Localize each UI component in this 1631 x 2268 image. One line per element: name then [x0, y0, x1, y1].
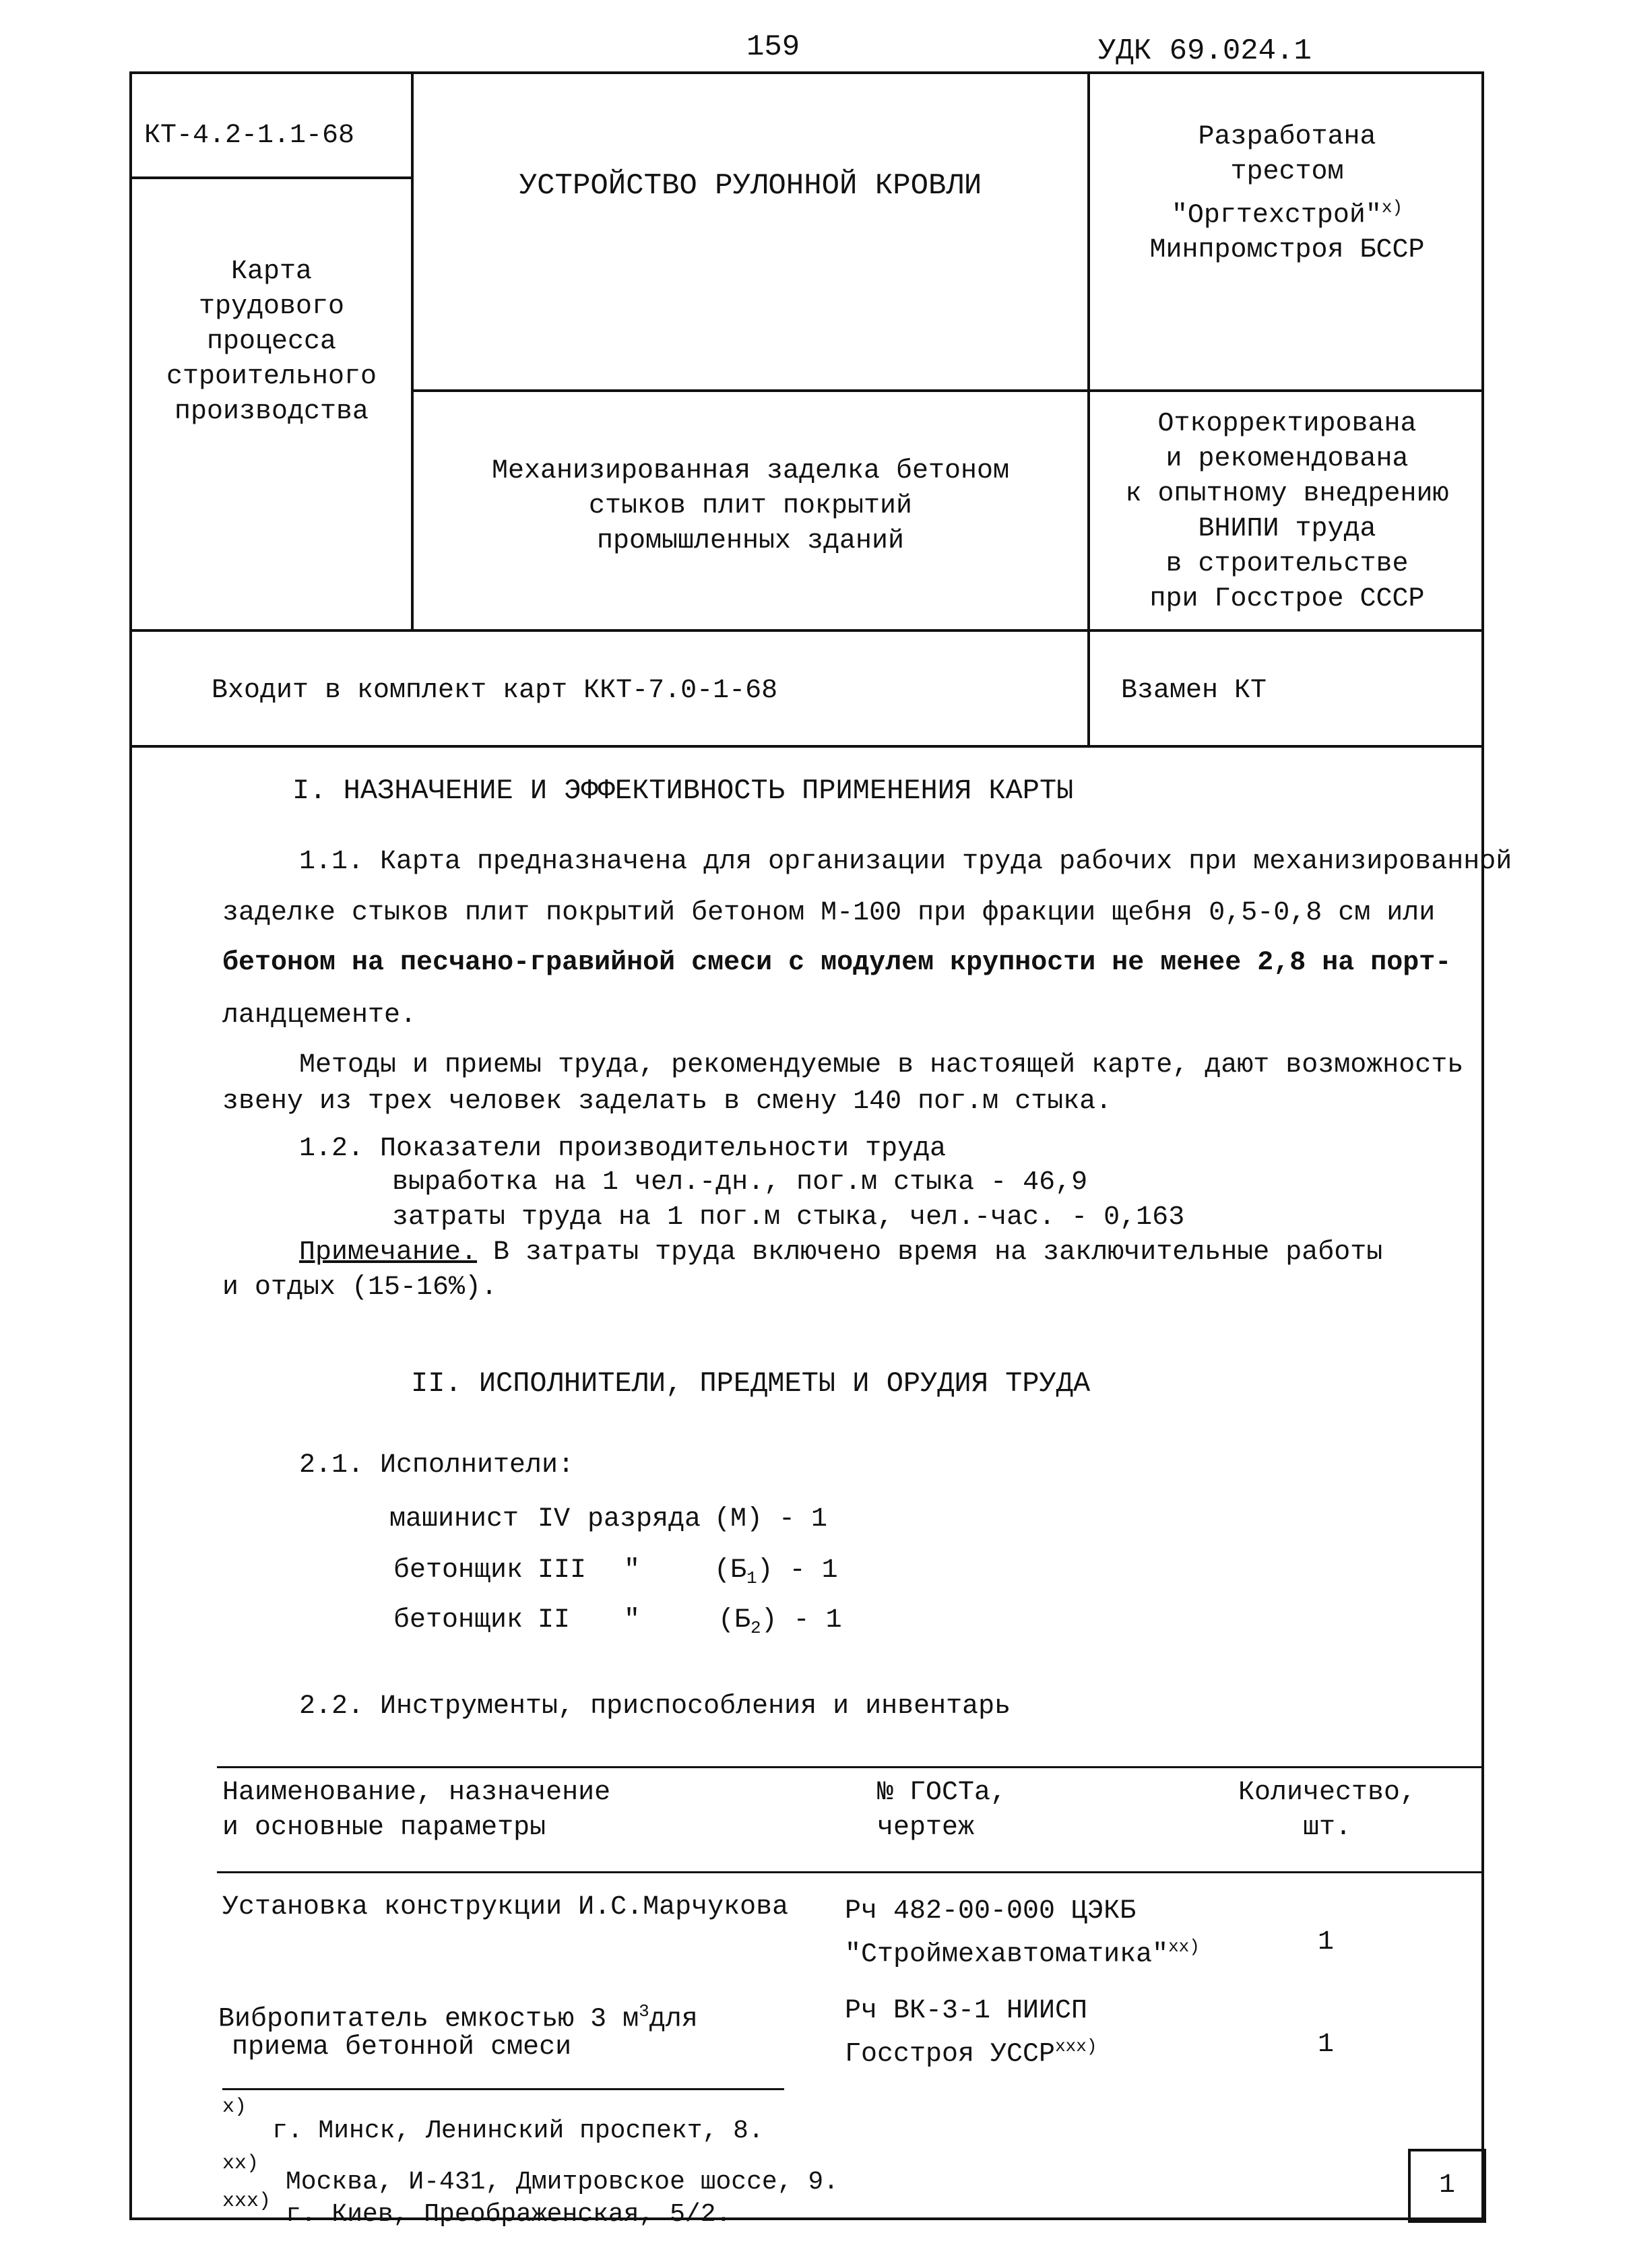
corrected-by	[1090, 407, 1484, 617]
corrected-line: к опытному внедрению	[1125, 479, 1449, 509]
performer-word: "	[624, 1605, 641, 1635]
performer-sub: 1	[746, 1568, 757, 1588]
table-cell-line	[845, 1929, 1200, 1972]
paragraph-line: заделке стыков плит покрытий бетоном М-100 при фракции щебня 0,5-0,8 см или	[222, 898, 1436, 928]
unit-power: 3	[639, 2001, 649, 2021]
header-line-bottom	[129, 629, 1484, 632]
table-header-line: Наименование, назначение	[222, 1778, 611, 1808]
performer-grade: IV	[538, 1504, 571, 1534]
table-row-1-qty: 1	[1318, 1927, 1335, 1957]
table-row-2-name-line2: приема бетонной смеси	[232, 2032, 572, 2063]
performer-tail: ) - 1	[757, 1555, 838, 1586]
performer-code-text: (Б	[714, 1555, 747, 1586]
performer-word: "	[624, 1555, 641, 1586]
performer-code	[718, 1603, 842, 1646]
indicator-item: выработка на 1 чел.-дн., пог.м стыка - 46,9	[392, 1167, 1088, 1198]
performer-word: разряда	[587, 1504, 701, 1534]
header-line-code	[129, 176, 412, 179]
section1-title: I. НАЗНАЧЕНИЕ И ЭФФЕКТИВНОСТЬ ПРИМЕНЕНИЯ КАРТЫ	[292, 775, 1074, 807]
table-cell-line: Рч 482-00-000 ЦЭКБ	[845, 1896, 1137, 1926]
performer-role: машинист	[389, 1504, 519, 1534]
footnote-mark: x)	[1381, 197, 1403, 218]
card-type-line: трудового	[198, 292, 345, 322]
indicators-title: 1.2. Показатели производительности труда	[299, 1134, 947, 1164]
header-line-mid	[412, 389, 1484, 392]
corrected-line: ВНИПИ труда	[1198, 514, 1376, 544]
paragraph-line: 1.1. Карта предназначена для организации труда рабочих при механизированной	[299, 847, 1512, 877]
corrected-line: в строительстве	[1165, 549, 1409, 579]
table-cell-text: Вибропитатель емкостью 3 м	[218, 2004, 639, 2035]
table-header-line: и основные параметры	[222, 1813, 546, 1843]
subtitle-line: Механизированная заделка бетоном	[491, 456, 1010, 486]
performer-sub: 2	[750, 1618, 761, 1638]
note-text: В затраты труда включено время на заключительные работы	[477, 1237, 1383, 1268]
table-row-1-gost	[845, 1894, 1200, 1972]
paragraph-line: ландцементе.	[222, 1000, 417, 1031]
card-type	[132, 255, 411, 430]
note	[299, 1235, 1382, 1270]
udk-code: УДК 69.024.1	[1098, 34, 1312, 68]
subtitle	[414, 454, 1087, 559]
table-header-line: чертеж	[877, 1813, 975, 1843]
table-cell-line: Рч ВК-3-1 НИИСП	[845, 1996, 1088, 2026]
indicator-item: затраты труда на 1 пог.м стыка, чел.-час. - 0,163	[392, 1202, 1185, 1233]
table-header-line: шт.	[1302, 1813, 1351, 1843]
corrected-line: при Госстрое СССР	[1149, 584, 1425, 614]
card-type-line: процесса	[206, 327, 337, 357]
developed-line: Разработана	[1198, 122, 1376, 152]
table-row-1-name: Установка конструкции И.С.Марчукова	[222, 1892, 789, 1922]
table-top-rule	[217, 1766, 1483, 1768]
footnote-rule	[222, 2088, 784, 2090]
header-line-set	[129, 745, 1484, 748]
table-cell-text: Госстроя УССР	[845, 2039, 1056, 2070]
sheet-number: 1	[1408, 2149, 1486, 2223]
footnote-text: г. Минск, Ленинский проспект, 8.	[272, 2116, 764, 2145]
corrected-line: и рекомендована	[1165, 444, 1409, 474]
table-cell-line	[845, 2029, 1097, 2072]
developed-line: трестом	[1230, 157, 1344, 187]
main-title: УСТРОЙСТВО РУЛОННОЙ КРОВЛИ	[519, 169, 982, 203]
section2-title: II. ИСПОЛНИТЕЛИ, ПРЕДМЕТЫ И ОРУДИЯ ТРУДА	[411, 1367, 1091, 1400]
corrected-line: Откорректирована	[1157, 409, 1417, 439]
table-header-gost	[877, 1776, 1006, 1846]
footnote-text: г. Киев, Преображенская, 5/2.	[286, 2200, 732, 2229]
paragraph-line: Методы и приемы труда, рекомендуемые в настоящей карте, дают возможность	[299, 1050, 1464, 1080]
tools-title: 2.2. Инструменты, приспособления и инвентарь	[299, 1691, 1011, 1722]
performer-code: (М) - 1	[714, 1504, 828, 1534]
footnote-mark: xx)	[222, 2152, 259, 2175]
table-header-rule	[217, 1871, 1483, 1873]
table-header-line: Количество,	[1238, 1778, 1417, 1808]
page-number: 159	[746, 30, 800, 64]
performer-role: бетонщик	[393, 1605, 523, 1635]
performer-code-text: (Б	[718, 1605, 751, 1635]
note-label: Примечание.	[299, 1237, 478, 1268]
developed-by	[1090, 120, 1484, 268]
footnote-mark: xxx)	[1055, 2036, 1097, 2056]
footnote-mark: x)	[222, 2096, 247, 2118]
performer-role: бетонщик	[393, 1555, 523, 1586]
table-cell-text: для	[649, 2004, 698, 2035]
paragraph-line: бетоном на песчано-гравийной смеси с модулем крупности не менее 2,8 на порт-	[222, 948, 1452, 978]
performer-tail: ) - 1	[761, 1605, 842, 1635]
subtitle-line: промышленных зданий	[596, 526, 905, 556]
card-type-line: производства	[174, 397, 369, 427]
subtitle-line: стыков плит покрытий	[588, 491, 913, 521]
developed-line	[1090, 190, 1484, 233]
footnote-mark: xxx)	[222, 2190, 271, 2213]
footnote-mark: xx)	[1168, 1937, 1200, 1957]
note-line: и отдых (15-16%).	[222, 1272, 498, 1303]
performer-code	[714, 1553, 838, 1596]
table-row-2-gost	[845, 1994, 1097, 2072]
table-cell-text: "Строймехавтоматика"	[845, 1939, 1169, 1970]
card-code: КТ-4.2-1.1-68	[144, 121, 355, 151]
card-set: Входит в комплект карт ККТ-7.0-1-68	[212, 676, 778, 706]
developed-line: Минпромстроя БССР	[1149, 235, 1425, 266]
developed-org: "Оргтехстрой"	[1171, 200, 1382, 231]
performer-grade: III	[538, 1555, 587, 1586]
footnote-text: Москва, И-431, Дмитровское шоссе, 9.	[286, 2168, 839, 2197]
card-type-line: Карта	[230, 257, 313, 287]
performer-grade: II	[538, 1605, 571, 1635]
table-header-line: № ГОСТа,	[877, 1778, 1007, 1808]
paragraph-line: звену из трех человек заделать в смену 140 пог.м стыка.	[222, 1087, 1112, 1117]
table-row-2-qty: 1	[1318, 2030, 1335, 2060]
table-header-name	[222, 1776, 610, 1846]
replaces: Взамен КТ	[1121, 676, 1267, 706]
performers-title: 2.1. Исполнители:	[299, 1450, 575, 1481]
card-type-line: строительного	[166, 362, 377, 392]
table-header-qty	[1226, 1776, 1428, 1846]
